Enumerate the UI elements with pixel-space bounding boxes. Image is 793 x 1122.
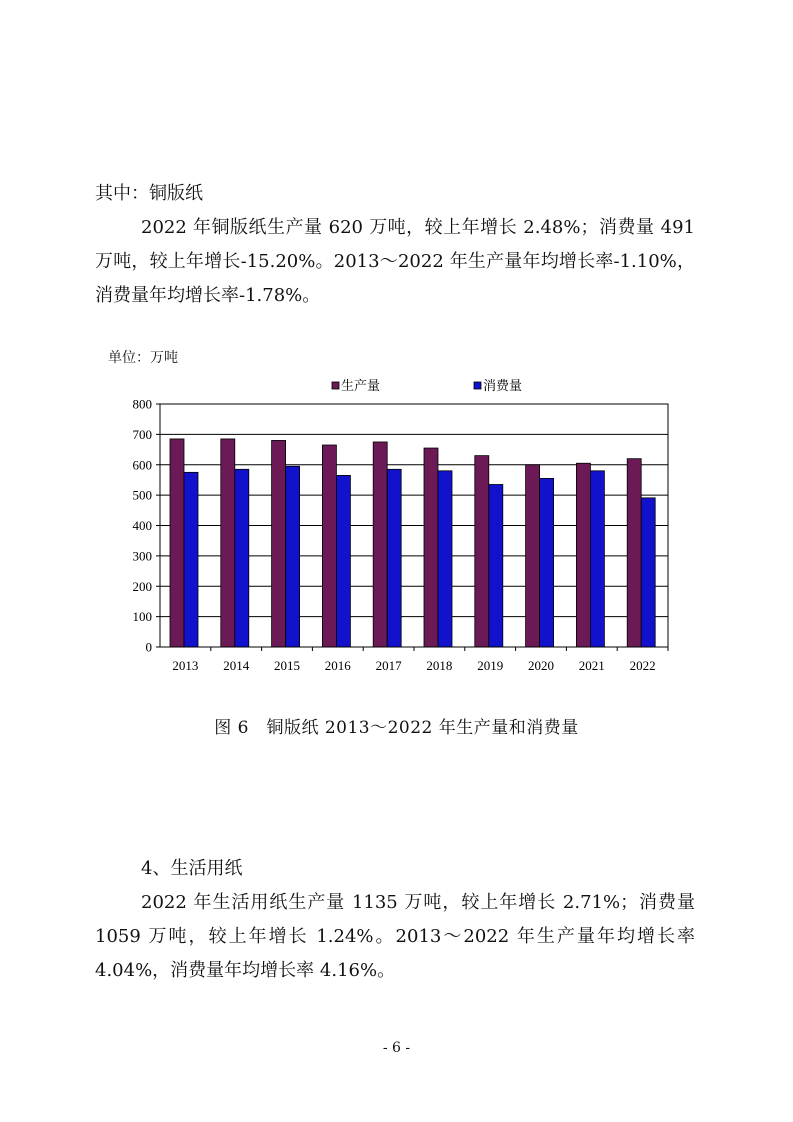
page-number: - 6 -	[382, 1040, 411, 1056]
y-tick-label: 0	[145, 639, 152, 655]
legend-label-production: 生产量	[341, 379, 381, 394]
x-tick-label: 2020	[528, 658, 554, 673]
x-tick-label: 2018	[426, 658, 453, 673]
bar-production-2022	[627, 459, 641, 647]
chart-unit-label: 单位：万吨	[108, 350, 178, 366]
x-tick-label: 2014	[223, 658, 250, 673]
coated-paper-paragraph: 2022 年铜版纸生产量 620 万吨，较上年增长 2.48%；消费量 491 万吨，较上年增长-15.20%。2013～2022 年生产量年均增长率-1.10%，消费量年均增长率-1.78%。	[95, 217, 695, 306]
bar-production-2016	[322, 445, 336, 647]
bar-consumption-2019	[489, 484, 503, 647]
y-tick-label: 200	[132, 578, 152, 594]
figure-caption: 图 6 铜版纸 2013～2022 年生产量和消费量	[214, 718, 579, 738]
y-tick-label: 700	[132, 426, 152, 442]
chart-bars	[170, 439, 655, 647]
bar-consumption-2015	[286, 466, 300, 647]
bar-production-2013	[170, 439, 184, 647]
legend-swatch-consumption	[474, 382, 481, 389]
y-tick-label: 300	[132, 548, 152, 564]
bar-production-2015	[272, 440, 286, 647]
bar-production-2014	[221, 439, 235, 647]
bar-consumption-2013	[184, 472, 198, 647]
bar-consumption-2022	[641, 498, 655, 647]
x-tick-label: 2016	[324, 658, 351, 673]
x-tick-label: 2015	[274, 658, 300, 673]
x-tick-label: 2021	[578, 658, 605, 673]
y-tick-label: 800	[132, 396, 152, 412]
x-axis-ticks	[172, 647, 668, 673]
section-heading-coated-paper: 其中：铜版纸	[95, 183, 203, 204]
y-tick-label: 600	[132, 457, 152, 473]
bar-production-2021	[576, 463, 590, 647]
bar-production-2019	[475, 456, 489, 647]
bar-consumption-2017	[387, 469, 401, 647]
y-tick-label: 100	[132, 609, 152, 625]
bar-consumption-2016	[336, 475, 350, 647]
chart-legend	[332, 378, 522, 394]
x-tick-label: 2013	[172, 658, 199, 673]
legend-label-consumption: 消费量	[483, 379, 523, 394]
x-tick-label: 2019	[477, 658, 504, 673]
x-tick-label: 2022	[629, 658, 656, 673]
section-heading-tissue-paper: 4、生活用纸	[141, 858, 243, 879]
bar-consumption-2021	[590, 471, 604, 647]
bar-consumption-2020	[540, 478, 554, 647]
bar-production-2017	[373, 442, 387, 647]
x-tick-label: 2017	[375, 658, 402, 673]
tissue-paper-paragraph: 2022 年生活用纸生产量 1135 万吨，较上年增长 2.71%；消费量 1059 万吨，较上年增长 1.24%。2013～2022 年生产量年均增长率 4.04%，消费量年均增长率 4.16%。	[95, 892, 695, 981]
bar-production-2020	[526, 465, 540, 647]
bar-consumption-2014	[235, 469, 249, 647]
y-tick-label: 400	[132, 518, 152, 533]
bar-consumption-2018	[438, 471, 452, 647]
bar-production-2018	[424, 448, 438, 647]
y-tick-label: 500	[132, 487, 152, 503]
production-consumption-chart	[110, 372, 680, 682]
legend-swatch-production	[332, 382, 339, 389]
y-axis-ticks	[133, 397, 161, 655]
